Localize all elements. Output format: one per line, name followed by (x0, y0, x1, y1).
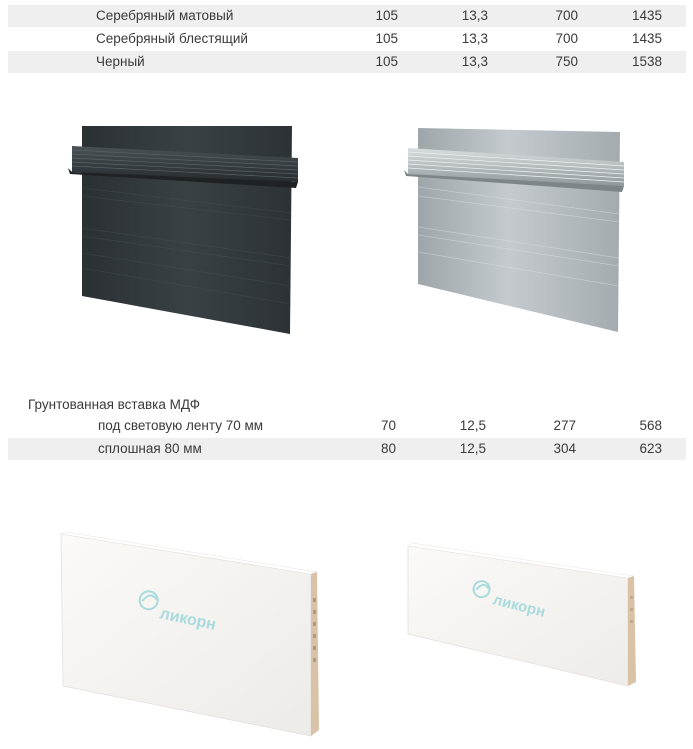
row-value: 623 (639, 441, 662, 456)
table-row (8, 28, 686, 50)
watermark-logo-text: ликорн (491, 591, 548, 621)
row-value: 80 (380, 441, 396, 456)
row-value: 13,3 (461, 54, 488, 69)
row-name: Серебряный матовый (96, 8, 234, 23)
row-value: 700 (555, 8, 578, 23)
row-value: 105 (375, 31, 398, 46)
row-name: сплошная 80 мм (98, 441, 202, 456)
table-row (8, 5, 686, 27)
row-value: 13,3 (461, 8, 488, 23)
row-value: 568 (639, 418, 662, 433)
row-value: 12,5 (459, 418, 486, 433)
mdf-section-heading: Грунтованная вставка МДФ (28, 397, 200, 412)
row-name: под световую ленту 70 мм (98, 418, 264, 433)
row-value: 750 (555, 54, 578, 69)
row-value: 700 (555, 31, 578, 46)
row-name: Черный (96, 54, 145, 69)
table-row (8, 415, 686, 437)
row-value: 70 (380, 418, 396, 433)
row-value: 105 (375, 54, 398, 69)
watermark-logo-text: ликорн (158, 605, 218, 634)
row-value: 277 (553, 418, 576, 433)
table-row (8, 51, 686, 73)
row-value: 12,5 (459, 441, 486, 456)
black-profile-image (60, 118, 300, 338)
row-value: 105 (375, 8, 398, 23)
mdf-insert-solid-image (402, 538, 642, 693)
row-name: Серебряный блестящий (96, 31, 248, 46)
row-value: 1435 (631, 8, 662, 23)
row-value: 304 (553, 441, 576, 456)
table-row (8, 438, 686, 460)
mdf-insert-light-strip-image (55, 528, 330, 743)
silver-profile-image (398, 122, 638, 337)
row-value: 1435 (631, 31, 662, 46)
row-value: 13,3 (461, 31, 488, 46)
row-value: 1538 (631, 54, 662, 69)
